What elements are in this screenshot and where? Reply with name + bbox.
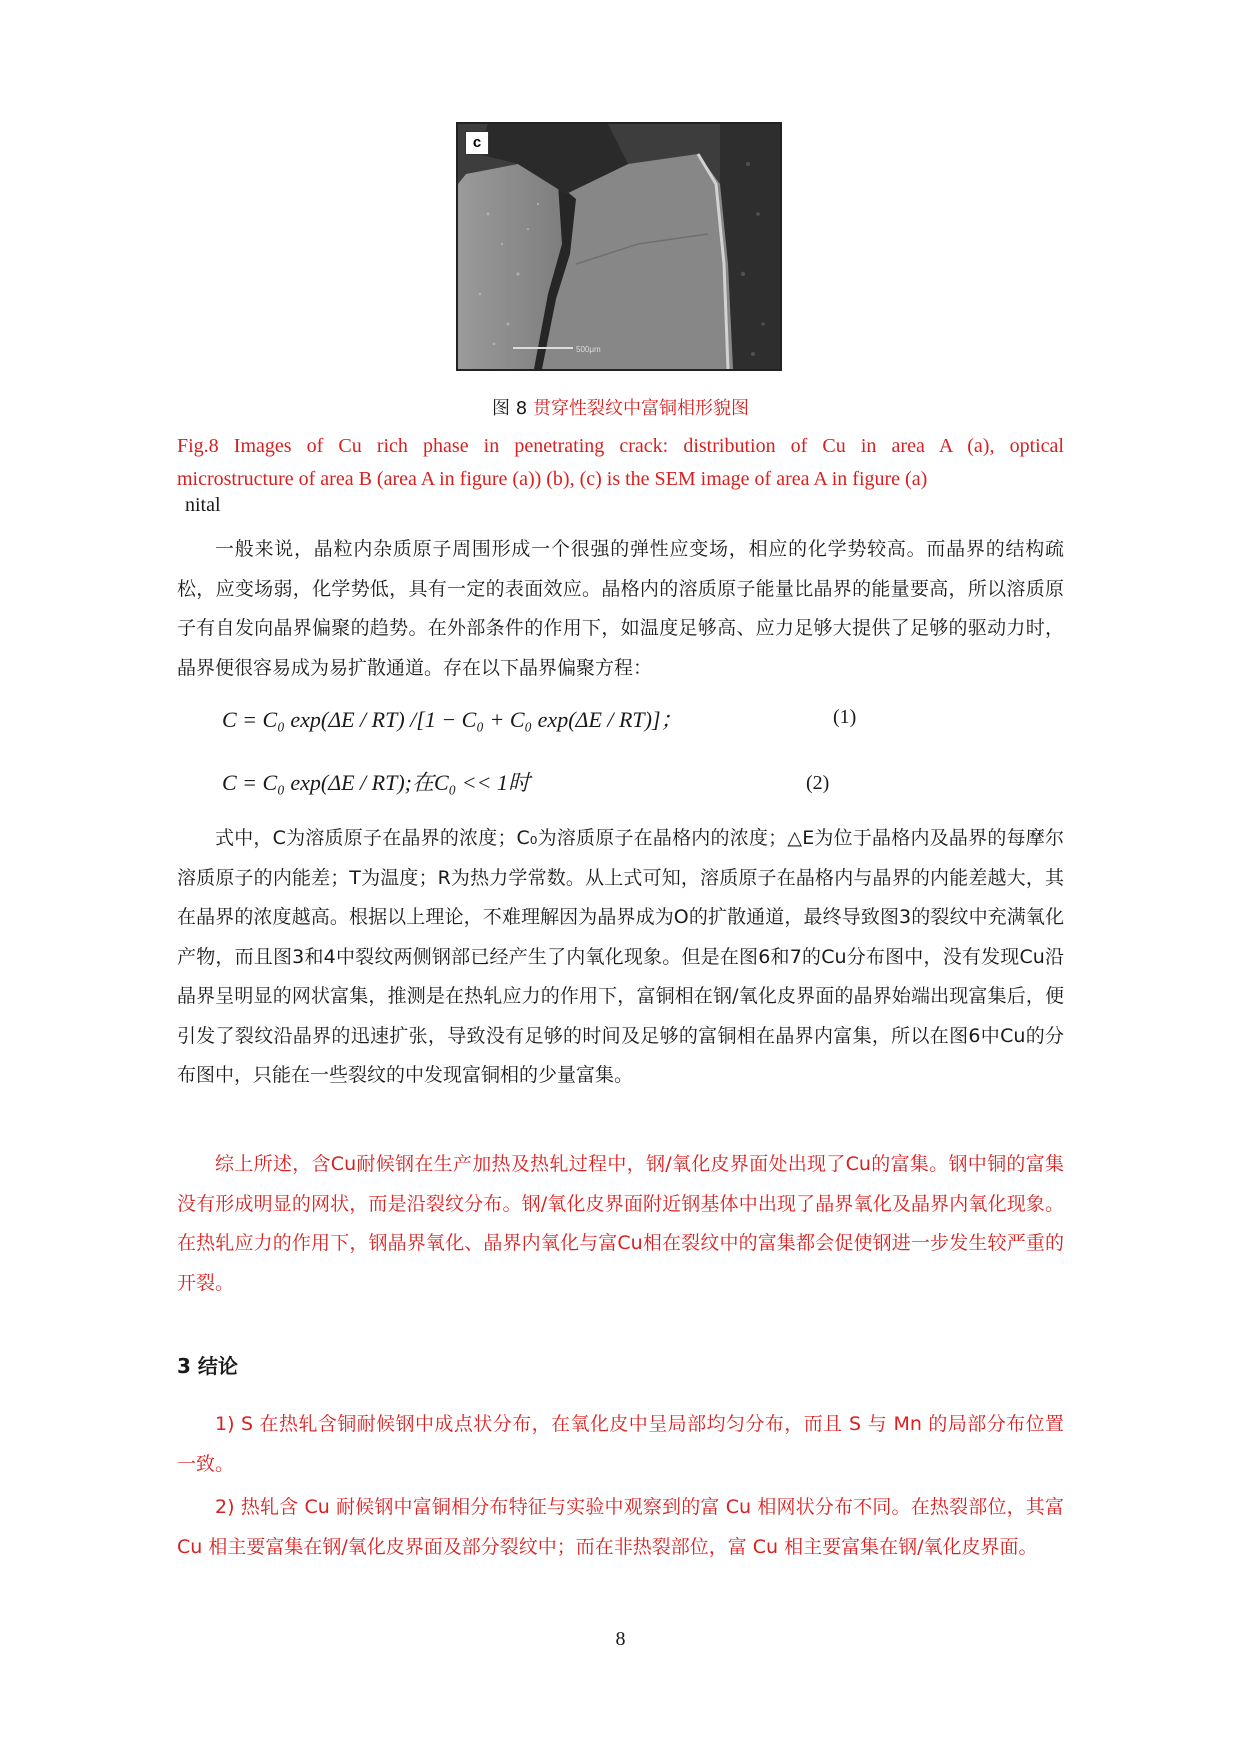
body-paragraph-1: 一般来说，晶粒内杂质原子周围形成一个很强的弹性应变场，相应的化学势较高。而晶界的结构疏松，应变场弱，化学势低，具有一定的表面效应。晶格内的溶质原子能量比晶界的能量要高，所以溶质原子有自发向晶界偏聚的趋势。在外部条件的作用下，如温度足够高、应力足够大提供了足够的驱动力时，晶界便很容易成为易扩散通道。存在以下晶界偏聚方程：: [177, 538, 1064, 679]
figure-caption-cn: [0, 396, 1241, 422]
conclusion-1: 1) S 在热轧含铜耐候钢中成点状分布，在氧化皮中呈局部均匀分布，而且 S 与 Mn 的局部分布位置一致。: [177, 1413, 1064, 1475]
caption-cn-title: 贯穿性裂纹中富铜相形貌图: [532, 398, 749, 419]
conclusion-2: 2) 热轧含 Cu 耐候钢中富铜相分布特征与实验中观察到的富 Cu 相网状分布不同。在热裂部位，其富 Cu 相主要富集在钢/氧化皮界面及部分裂纹中；而在非热裂部位，富 Cu 相主要富集在钢/氧化皮界面。: [177, 1496, 1064, 1558]
equation-1: [222, 703, 683, 734]
sem-micrograph: [456, 122, 782, 371]
section-heading: 3 结论: [177, 1354, 238, 1378]
equation-2: [222, 766, 530, 797]
caption-en-line2: microstructure of area B (area A in figure (a)) (b), (c) is the SEM image of area A in figure (a): [177, 468, 928, 490]
caption-en-line1: Fig.8 Images of Cu rich phase in penetrating crack: distribution of Cu in area A (a), optical: [177, 435, 1064, 457]
equation-1-number: (1): [833, 706, 857, 728]
figure-caption-en: [177, 430, 1064, 496]
equation-1-expr: C = C₀ exp(ΔE / RT) /[1 − C₀ + C₀ exp(ΔE / RT)]；: [222, 707, 683, 732]
body-paragraph-3: 综上所述，含Cu耐候钢在生产加热及热轧过程中，钢/氧化皮界面处出现了Cu的富集。钢中铜的富集没有形成明显的网状，而是沿裂纹分布。钢/氧化皮界面附近钢基体中出现了晶界氧化及晶界内氧化现象。在热轧应力的作用下，钢晶界氧化、晶界内氧化与富Cu相在裂纹中的富集都会促使钢进一步发生较严重的开裂。: [177, 1153, 1064, 1294]
page-number: 8: [615, 1628, 626, 1650]
body-paragraph-2: 式中，C为溶质原子在晶界的浓度；C₀为溶质原子在晶格内的浓度；△E为位于晶格内及晶界的每摩尔溶质原子的内能差；T为温度；R为热力学常数。从上式可知，溶质原子在晶格内与晶界的内能差越大，其在晶界的浓度越高。根据以上理论，不难理解因为晶界成为O的扩散通道，最终导致图3的裂纹中充满氧化产物，而且图3和4中裂纹两侧钢部已经产生了内氧化现象。但是在图6和7的Cu分布图中，没有发现Cu沿晶界呈明显的网状富集，推测是在热轧应力的作用下，富铜相在钢/氧化皮界面的晶界始端出现富集后，便引发了裂纹沿晶界的迅速扩张，导致没有足够的时间及足够的富铜相在晶界内富集，所以在图6中Cu的分布图中，只能在一些裂纹的中发现富铜相的少量富集。: [177, 827, 1064, 1086]
scale-bar-label: 500μm: [576, 345, 601, 354]
caption-nital: nital: [185, 494, 221, 516]
equation-2-number: (2): [806, 772, 830, 794]
panel-label: c: [465, 131, 489, 155]
caption-cn-number: 图 8: [492, 398, 528, 419]
equation-2-expr: C = C₀ exp(ΔE / RT);在C₀ << 1时: [222, 770, 531, 795]
micrograph-image: [458, 124, 780, 369]
